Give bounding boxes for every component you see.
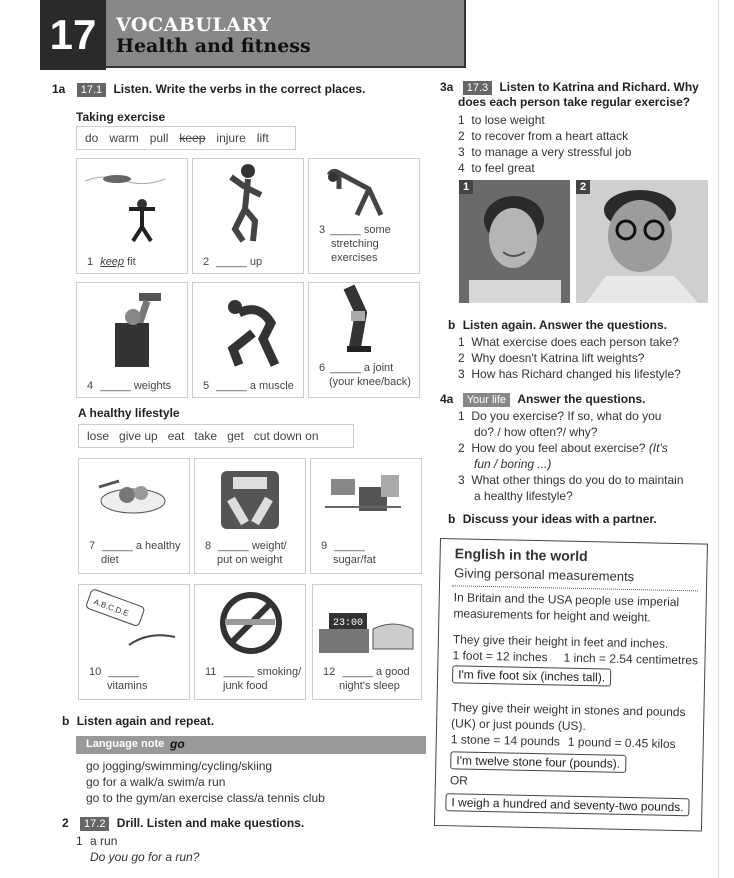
injure-joint-illustration — [309, 283, 419, 357]
ew-p2: They give their height in feet and inches. 1 foot = 12 inches 1 inch = 2.54 centimetres — [452, 632, 699, 668]
page-edge — [718, 0, 719, 878]
ex4a-questions — [458, 408, 684, 504]
item-number: 5 — [203, 380, 210, 392]
word: get — [227, 429, 244, 443]
taking-exercise-heading: Taking exercise — [76, 110, 166, 124]
pull-muscle-illustration — [193, 283, 303, 373]
ex1a-instruction: Listen. Write the verbs in the correct places. — [113, 82, 366, 96]
note-line: go for a walk/a swim/a run — [86, 775, 226, 789]
panel-5 — [192, 282, 304, 398]
answer-keep: keep — [100, 256, 125, 268]
item-number: 9 — [321, 540, 328, 552]
option: 3 to manage a very stressful job — [458, 145, 632, 159]
blank: _____ — [342, 666, 373, 678]
ex1a-number: 1a — [52, 82, 66, 96]
ex3a-number: 3a — [440, 80, 454, 94]
bottle-label: A.B.C.D.E — [92, 597, 130, 619]
word: lift — [256, 131, 269, 145]
ex2-example: Do you go for a run? — [90, 850, 200, 864]
item-text: night's sleep — [339, 680, 400, 692]
bathroom-scale-illustration — [195, 459, 305, 535]
panel-7 — [78, 458, 190, 574]
item-text: weight/ — [251, 540, 287, 552]
blank: _____ — [223, 666, 255, 678]
keep-fit-illustration — [77, 159, 187, 249]
question-cont: fun / boring ...) — [474, 457, 552, 471]
question: 3 How has Richard changed his lifestyle? — [458, 367, 681, 381]
ex3a-instruction-2: does each person take regular exercise? — [458, 95, 691, 109]
panel-11 — [194, 584, 306, 700]
item-text: stretching — [331, 238, 379, 250]
clock-display: 23:00 — [333, 618, 364, 629]
photo-label: 2 — [576, 180, 590, 194]
panel-8 — [194, 458, 306, 574]
word: do — [85, 131, 99, 145]
item-number: 6 — [319, 362, 326, 374]
ex4b-instruction: Discuss your ideas with a partner. — [462, 512, 657, 526]
page-title: Health and fitness — [116, 35, 311, 57]
word-box-lifestyle — [78, 424, 354, 448]
photo-richard — [576, 180, 708, 303]
ex1b-number: b — [62, 714, 70, 728]
or-label: OR — [449, 773, 469, 788]
panel-12 — [312, 584, 422, 700]
ex2-instruction: Drill. Listen and make questions. — [116, 816, 305, 830]
ex4a-instruction: Answer the questions. — [517, 392, 646, 406]
item-text: a run — [90, 834, 118, 848]
stretching-illustration — [309, 159, 419, 223]
ex3a-instruction-1: Listen to Katrina and Richard. Why — [499, 80, 699, 94]
english-in-the-world-box — [434, 538, 708, 832]
note-line: go jogging/swimming/cycling/skiing — [86, 759, 273, 773]
item-text: smoking/ — [257, 666, 302, 678]
ex1b-header — [62, 714, 214, 728]
blank: _____ — [330, 224, 361, 236]
ex3b-number: b — [448, 318, 456, 332]
word: lose — [87, 429, 110, 443]
healthy-diet-illustration — [79, 459, 189, 535]
question: 2 Why doesn't Katrina lift weights? — [458, 351, 645, 365]
ex1a-header — [52, 82, 365, 97]
ex1b-instruction: Listen again and repeat. — [76, 714, 215, 728]
panel-1 — [76, 158, 188, 274]
item-number: 12 — [323, 666, 336, 678]
word: injure — [216, 131, 246, 145]
healthy-lifestyle-heading: A healthy lifestyle — [78, 406, 180, 420]
ex3a-audio-tag[interactable]: 17.3 — [463, 81, 492, 95]
item-text: up — [249, 256, 263, 268]
item-text: fit — [127, 256, 136, 268]
ex2-item — [76, 834, 117, 848]
word: take — [194, 429, 218, 443]
word: give up — [119, 429, 158, 443]
ex3a-options — [458, 112, 631, 176]
vitamins-illustration — [79, 585, 189, 661]
junk-food-illustration — [311, 459, 421, 535]
language-note-label: Language note — [86, 738, 165, 750]
word: eat — [167, 429, 185, 443]
language-note-topic: go — [170, 737, 185, 751]
ew-subheading: Giving personal measurements — [454, 565, 635, 585]
speech-bubble: I'm five foot six (inches tall). — [452, 665, 611, 686]
blank: _____ — [218, 540, 249, 552]
question: 1 What exercise does each person take? — [458, 335, 679, 349]
question: 3 What other things do you do to maintain — [458, 473, 684, 487]
item-text: junk food — [223, 680, 268, 692]
ex2-number: 2 — [62, 816, 69, 830]
question-cont: do? / how often?/ why? — [474, 425, 598, 439]
panel-10 — [78, 584, 190, 700]
item-text: put on weight — [217, 554, 283, 566]
item-text: vitamins — [107, 680, 148, 692]
question: 2 How do you feel about exercise? (It's — [458, 441, 668, 455]
panel-3 — [308, 158, 420, 274]
panel-2 — [192, 158, 304, 274]
ex4b-number: b — [448, 512, 456, 526]
ex2-audio-tag[interactable]: 17.2 — [80, 817, 109, 831]
item-text: a joint — [363, 362, 394, 374]
blank: _____ — [108, 666, 139, 678]
word-box-exercise — [76, 126, 296, 150]
option: 2 to recover from a heart attack — [458, 129, 629, 143]
item-text: exercises — [331, 252, 378, 264]
ew-heading: English in the world — [454, 545, 588, 565]
item-number: 8 — [205, 540, 212, 552]
speech-bubble: I weigh a hundred and seventy-two pounds. — [445, 793, 689, 816]
ex1a-audio-tag[interactable]: 17.1 — [77, 83, 106, 97]
blank: _____ — [100, 380, 131, 392]
item-text: a good — [375, 666, 410, 678]
question: 1 Do you exercise? If so, what do you — [458, 409, 662, 423]
sleep-illustration — [313, 585, 421, 661]
your-life-tag: Your life — [463, 393, 510, 407]
ew-p3: They give their weight in stones and pounds (UK) or just pounds (US). 1 stone = 14 pounds 1 pound = 0.45 kilos — [450, 700, 686, 751]
panel-9 — [310, 458, 422, 574]
ex3a-header — [440, 80, 710, 109]
item-text: a muscle — [249, 380, 294, 392]
word-crossed: keep — [179, 131, 206, 145]
lift-weights-illustration — [77, 283, 187, 373]
item-text: diet — [101, 554, 119, 566]
panel-4 — [76, 282, 188, 398]
item-text: a healthy — [135, 540, 181, 552]
word: pull — [149, 131, 169, 145]
item-text: (your knee/back) — [329, 376, 411, 388]
blank: _____ — [102, 540, 133, 552]
item-text: sugar/fat — [333, 554, 376, 566]
ex3b-questions — [458, 334, 681, 382]
ex2-header — [62, 816, 304, 831]
item-number: 10 — [89, 666, 102, 678]
ex4a-number: 4a — [440, 392, 454, 406]
word: cut down on — [253, 429, 319, 443]
blank: _____ — [216, 256, 247, 268]
unit-number: 17 — [40, 0, 106, 70]
item-text: some — [363, 224, 391, 236]
note-line: go to the gym/an exercise class/a tennis club — [86, 791, 325, 805]
photo-label: 1 — [459, 180, 473, 194]
item-number: 2 — [203, 256, 210, 268]
item-number: 7 — [89, 540, 96, 552]
ex4a-header — [440, 392, 645, 407]
panel-6 — [308, 282, 420, 398]
blank: _____ — [216, 380, 247, 392]
option: 4 to feel great — [458, 161, 535, 175]
ex3b-header — [448, 318, 667, 332]
item-number: 4 — [87, 380, 94, 392]
question-cont: a healthy lifestyle? — [474, 489, 573, 503]
option: 1 to lose weight — [458, 113, 545, 127]
speech-bubble: I'm twelve stone four (pounds). — [450, 751, 626, 773]
blank: _____ — [330, 362, 361, 374]
katrina-face — [459, 180, 570, 303]
language-note-bar — [76, 736, 426, 754]
item-number: 11 — [205, 666, 217, 678]
warm-up-illustration — [193, 159, 303, 249]
ex3b-instruction: Listen again. Answer the questions. — [462, 318, 667, 332]
blank: _____ — [334, 540, 365, 552]
language-note-lines — [86, 758, 325, 806]
item-text: weights — [133, 380, 172, 392]
item-number: 3 — [319, 224, 326, 236]
photo-katrina — [459, 180, 570, 303]
word: warm — [109, 131, 139, 145]
no-smoking-illustration — [195, 585, 305, 661]
ew-p1: In Britain and the USA people use imperial measurements for height and weight. — [453, 590, 680, 625]
item-number: 1 — [87, 256, 94, 268]
ex4b-header — [448, 512, 657, 526]
richard-face — [576, 180, 708, 303]
section-category: VOCABULARY — [116, 14, 272, 36]
item-number: 1 — [76, 834, 83, 848]
